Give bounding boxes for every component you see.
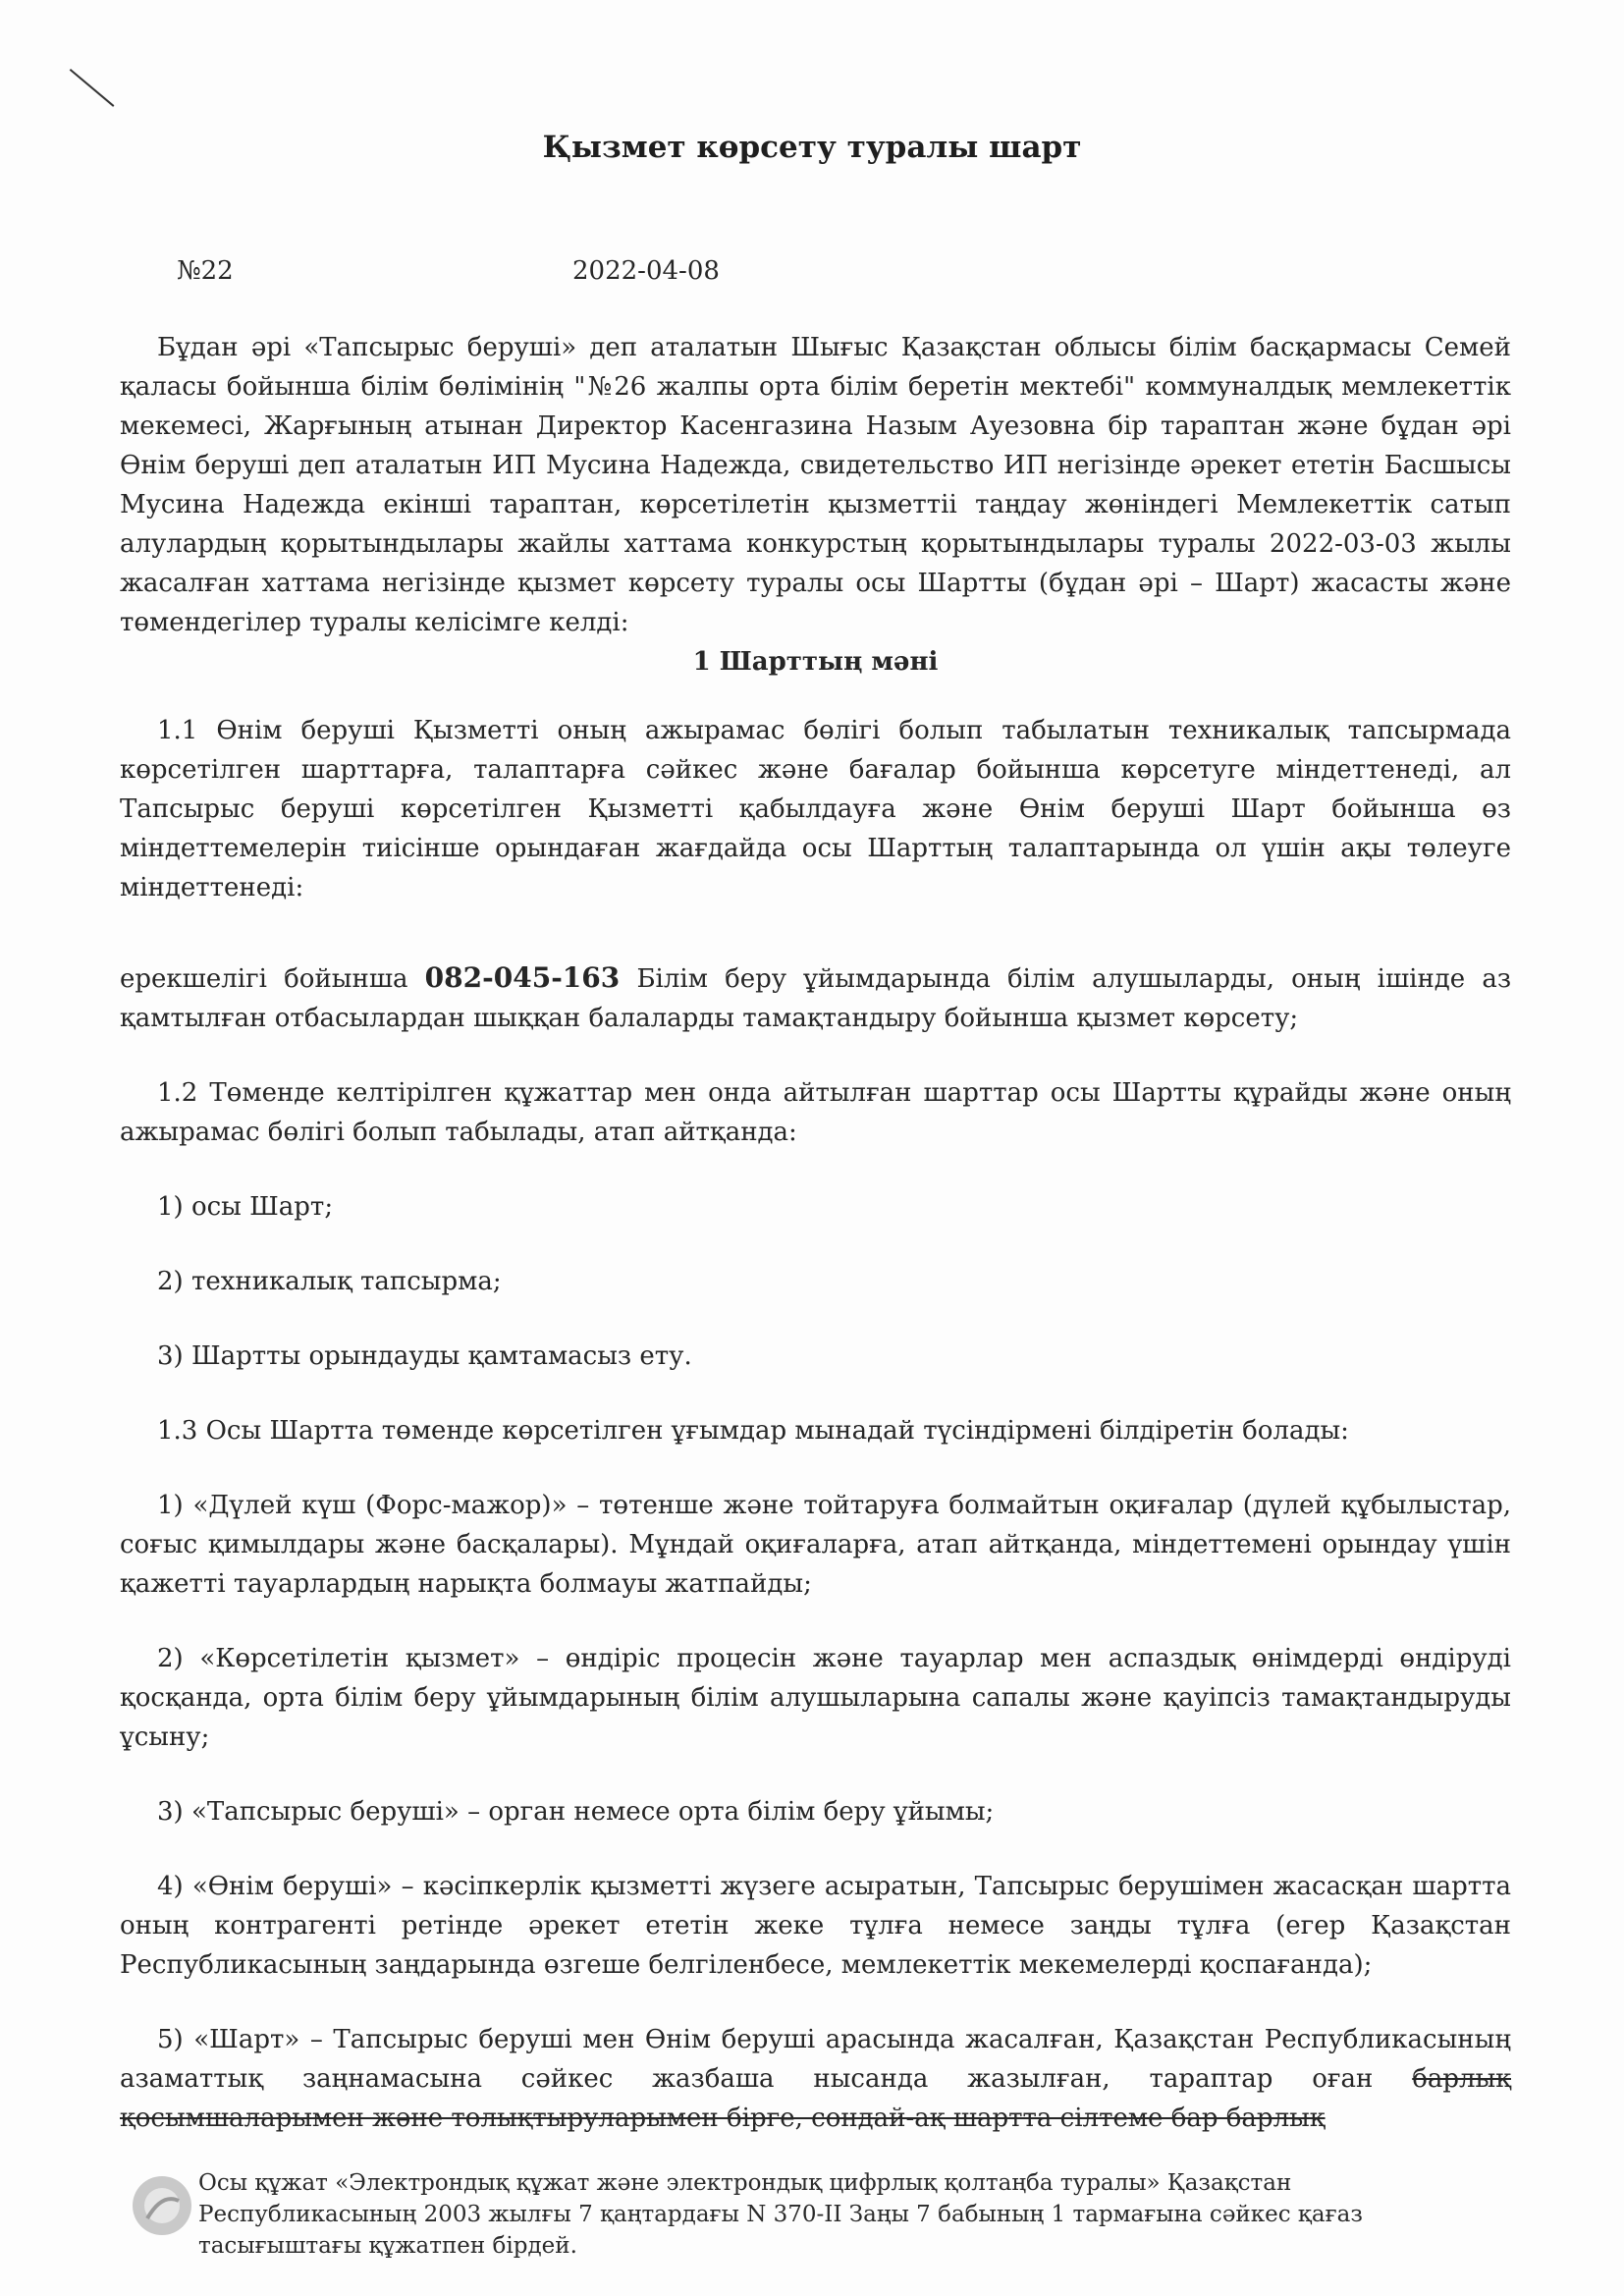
- document-body: [120, 328, 1511, 2138]
- definition-item: 4) «Өнім беруші» – кәсіпкерлік қызметті жүзеге асыратын, Тапсырыс берушімен жасасқан шартта оның контрагенті ретінде әрекет ететін жеке тұлға немесе заңды тұлға (егер Қазақстан Республикасының заңдарында өзгеше белгіленбесе, мемлекеттік мекемелерді қоспағанда);: [120, 1872, 1511, 1980]
- pen-mark: [70, 69, 115, 107]
- specification-paragraph: [120, 958, 1511, 1038]
- list-item: 1) осы Шарт;: [157, 1192, 334, 1222]
- list-item: 2) техникалық тапсырма;: [157, 1267, 502, 1296]
- section-heading: 1 Шарттың мәні: [692, 647, 939, 677]
- preamble: Бұдан әрі «Тапсырыс беруші» деп аталатын Шығыс Қазақстан облысы білім басқармасы Семей қаласы бойынша білім бөлімінің "№26 жалпы орта білім беретін мектебі" коммуналдық мемлекеттік мекемесі, Жарғының атынан Директор Касенгазина Назым Ауезовна бір тараптан және бұдан әрі Өнім беруші деп аталатын ИП Мусина Надежда, свидетельство ИП негізінде әрекет ететін Басшысы Мусина Надежда екінші тараптан, көрсетілетін қызметтіі таңдау жөніндегі Мемлекеттік сатып алулардың қорытындылары жайлы хаттама конкурстың қорытындылары туралы 2022-03-03 жылы жасалған хаттама негізінде қызмет көрсету туралы осы Шартты (бұдан әрі – Шарт) жасасты және төмендегілер туралы келісімге келді:: [120, 333, 1511, 637]
- clause-1-1: 1.1 Өнім беруші Қызметті оның ажырамас бөлігі болып табылатын техникалық тапсырмада көрсетілген шарттарға, талаптарға сәйкес және бағалар бойынша көрсетуге міндеттенеді, ал Тапсырыс беруші көрсетілген Қызметті қабылдауға және Өнім беруші Шарт бойынша өз міндеттемелерін тиісінше орындаған жағдайда осы Шарттың талаптарында ол үшін ақы төлеуге міндеттенеді:: [120, 716, 1511, 902]
- footer-text: Осы құжат «Электрондық құжат және электрондық цифрлық қолтаңба туралы» Қазақстан Республикасының 2003 жылғы 7 қаңтардағы N 370-II Заңы 7 бабының 1 тармағына сәйкес қағаз тасығыштағы құжатпен бірдей.: [198, 2170, 1363, 2259]
- clause-1-2: 1.2 Төменде келтірілген құжаттар мен онда айтылған шарттар осы Шартты құрайды және оның ажырамас бөлігі болып табылады, атап айтқанда:: [120, 1078, 1511, 1147]
- spec-text: Білім беру ұйымдарында білім алушыларды, оның ішінде аз қамтылған отбасылардан шыққан балаларды тамақтандыру бойынша қызмет көрсету;: [120, 964, 1512, 1033]
- contract-date: 2022-04-08: [572, 256, 720, 286]
- definition-item: 3) «Тапсырыс беруші» – орган немесе орта білім беру ұйымы;: [157, 1797, 995, 1827]
- list-item: 3) Шартты орындауды қамтамасыз ету.: [157, 1341, 692, 1371]
- definition-text-struck: барлық қосымшаларымен және толықтыруларымен бірге, сондай-ақ шартта сілтеме бар барлық: [120, 2064, 1511, 2133]
- definition-item: [120, 2020, 1511, 2138]
- definition-text: 5) «Шарт» – Тапсырыс беруші мен Өнім беруші арасында жасалған, Қазақстан Республикасының азаматтық заңнамасына сәйкес жазбаша нысанда жазылған, тараптар оған: [120, 2025, 1511, 2094]
- definition-item: 2) «Көрсетілетін қызмет» – өндіріс процесін және тауарлар мен аспаздық өнімдерді өндіруді қосқанда, орта білім беру ұйымдарының білім алушыларына сапалы және қауіпсіз тамақтандыруды ұсыну;: [120, 1644, 1511, 1752]
- document-title: Қызмет көрсету туралы шарт: [542, 130, 1082, 165]
- seal-icon: [128, 2171, 196, 2240]
- definition-item: 1) «Дүлей күш (Форс-мажор)» – төтенше және тойтаруға болмайтын оқиғалар (дүлей құбылыстар, соғыс қимылдары және басқалары). Мұндай оқиғаларға, атап айтқанда, міндеттемені орындау үшін қажетті тауарлардың нарықта болмауы жатпайды;: [120, 1491, 1511, 1599]
- clause-1-3: 1.3 Осы Шартта төменде көрсетілген ұғымдар мынадай түсіндірмені білдіретін болады:: [157, 1416, 1349, 1446]
- contract-number: №22: [177, 256, 234, 286]
- spec-code: 082-045-163: [424, 961, 621, 994]
- spec-prefix: ерекшелігі бойынша: [120, 964, 408, 994]
